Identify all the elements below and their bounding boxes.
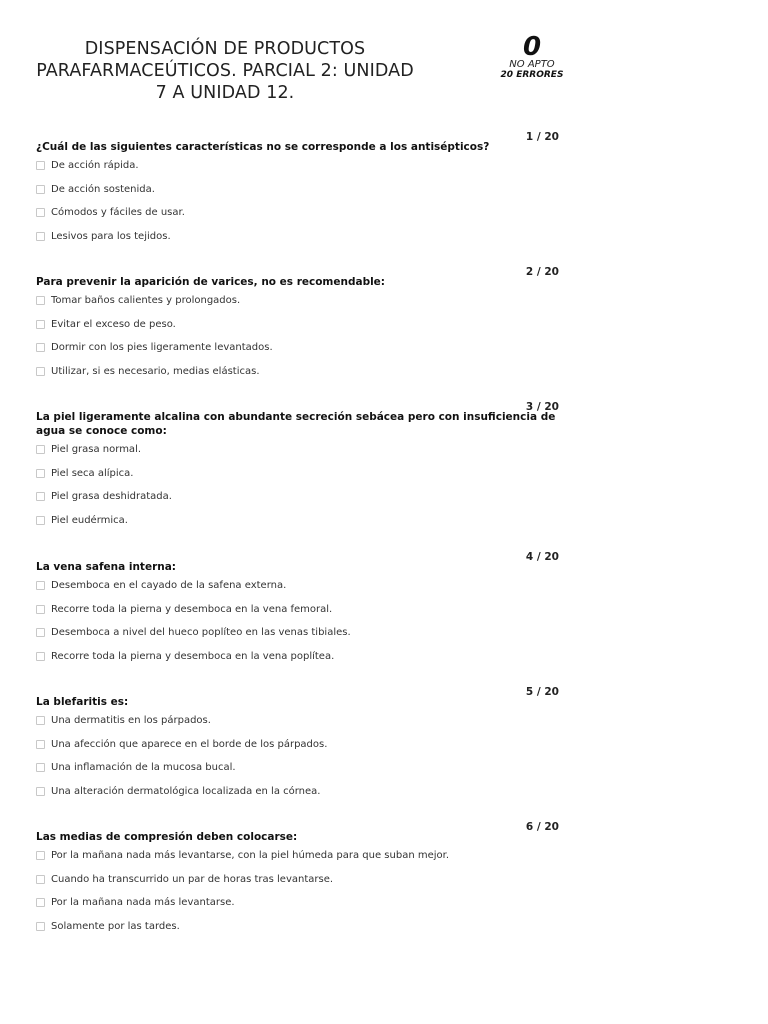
exam-title: DISPENSACIÓN DE PRODUCTOS PARAFARMACEÚTICOS. PARCIAL 2: UNIDAD 7 A UNIDAD 12. [36, 39, 414, 103]
question-6 [36, 821, 576, 938]
checkbox-icon[interactable] [36, 581, 45, 590]
answer-option[interactable] [36, 201, 576, 225]
checkbox-icon[interactable] [36, 605, 45, 614]
checkbox-icon[interactable] [36, 716, 45, 725]
option-label: Por la mañana nada más levantarse, con la piel húmeda para que suban mejor. [51, 850, 450, 862]
checkbox-icon[interactable] [36, 875, 45, 884]
answer-option[interactable] [36, 154, 576, 178]
question-number: 2 / 20 [525, 266, 559, 278]
answer-option[interactable] [36, 336, 576, 360]
option-label: Piel seca alípica. [51, 467, 134, 479]
option-label: Desemboca a nivel del hueco poplíteo en las venas tibiales. [51, 627, 351, 639]
option-label: Cuando ha transcurrido un par de horas tras levantarse. [51, 873, 334, 885]
option-label: Utilizar, si es necesario, medias elásticas. [51, 365, 260, 377]
answer-option[interactable] [36, 844, 576, 868]
answer-option[interactable] [36, 621, 576, 645]
option-label: De acción rápida. [51, 160, 139, 172]
checkbox-icon[interactable] [36, 161, 45, 170]
answer-option[interactable] [36, 780, 576, 804]
checkbox-icon[interactable] [36, 652, 45, 661]
option-label: Recorre toda la pierna y desemboca en la vena femoral. [51, 603, 333, 615]
answer-option[interactable] [36, 289, 576, 313]
question-number: 4 / 20 [525, 551, 559, 563]
option-label: Desemboca en el cayado de la safena externa. [51, 580, 287, 592]
question-1 [36, 131, 576, 248]
option-label: Una inflamación de la mucosa bucal. [51, 762, 236, 774]
answer-option[interactable] [36, 462, 576, 486]
option-label: Una alteración dermatológica localizada en la córnea. [51, 785, 321, 797]
option-label: Piel eudérmica. [51, 514, 128, 526]
answer-option[interactable] [36, 868, 576, 892]
checkbox-icon[interactable] [36, 343, 45, 352]
question-text: ¿Cuál de las siguientes características no se corresponde a los antisépticos? [36, 141, 490, 153]
question-text: La vena safena interna: [36, 561, 177, 573]
checkbox-icon[interactable] [36, 367, 45, 376]
option-label: Una dermatitis en los párpados. [51, 715, 211, 727]
option-label: Lesivos para los tejidos. [51, 230, 171, 242]
answer-option[interactable] [36, 915, 576, 939]
question-5 [36, 686, 576, 803]
answer-option[interactable] [36, 509, 576, 533]
answer-option[interactable] [36, 709, 576, 733]
question-4 [36, 551, 576, 668]
answer-option[interactable] [36, 225, 576, 249]
score-value: 0 [522, 32, 542, 62]
options-list [36, 289, 576, 383]
answer-option[interactable] [36, 733, 576, 757]
answer-option[interactable] [36, 598, 576, 622]
checkbox-icon[interactable] [36, 469, 45, 478]
question-text: La blefaritis es: [36, 696, 129, 708]
options-list [36, 438, 576, 532]
question-2 [36, 266, 576, 383]
checkbox-icon[interactable] [36, 922, 45, 931]
question-number: 3 / 20 [525, 401, 559, 413]
option-label: Piel grasa deshidratada. [51, 491, 172, 503]
checkbox-icon[interactable] [36, 296, 45, 305]
option-label: Piel grasa normal. [51, 444, 142, 456]
options-list [36, 709, 576, 803]
checkbox-icon[interactable] [36, 740, 45, 749]
option-label: Dormir con los pies ligeramente levantados. [51, 342, 273, 354]
checkbox-icon[interactable] [36, 628, 45, 637]
option-label: Recorre toda la pierna y desemboca en la vena poplítea. [51, 650, 335, 662]
answer-option[interactable] [36, 891, 576, 915]
score-panel [496, 32, 568, 80]
options-list [36, 154, 576, 248]
result-status: NO APTO [509, 59, 555, 70]
checkbox-icon[interactable] [36, 787, 45, 796]
checkbox-icon[interactable] [36, 898, 45, 907]
checkbox-icon[interactable] [36, 445, 45, 454]
option-label: De acción sostenida. [51, 183, 155, 195]
checkbox-icon[interactable] [36, 232, 45, 241]
answer-option[interactable] [36, 360, 576, 384]
checkbox-icon[interactable] [36, 763, 45, 772]
option-label: Evitar el exceso de peso. [51, 318, 176, 330]
error-count: 20 ERRORES [500, 70, 564, 80]
answer-option[interactable] [36, 438, 576, 462]
answer-option[interactable] [36, 485, 576, 509]
question-number: 6 / 20 [525, 821, 559, 833]
question-number: 1 / 20 [525, 131, 559, 143]
answer-option[interactable] [36, 756, 576, 780]
question-3 [36, 401, 576, 532]
checkbox-icon[interactable] [36, 185, 45, 194]
checkbox-icon[interactable] [36, 208, 45, 217]
option-label: Tomar baños calientes y prolongados. [51, 295, 241, 307]
answer-option[interactable] [36, 313, 576, 337]
question-text: La piel ligeramente alcalina con abundante secreción sebácea pero con insuficiencia de agua se conoce como: [36, 411, 556, 437]
question-text: Para prevenir la aparición de varices, no es recomendable: [36, 276, 386, 288]
option-label: Solamente por las tardes. [51, 920, 180, 932]
checkbox-icon[interactable] [36, 851, 45, 860]
answer-option[interactable] [36, 178, 576, 202]
options-list [36, 844, 576, 938]
question-number: 5 / 20 [525, 686, 559, 698]
options-list [36, 574, 576, 668]
option-label: Una afección que aparece en el borde de los párpados. [51, 738, 328, 750]
question-text: Las medias de compresión deben colocarse: [36, 831, 298, 843]
option-label: Cómodos y fáciles de usar. [51, 207, 185, 219]
checkbox-icon[interactable] [36, 516, 45, 525]
checkbox-icon[interactable] [36, 320, 45, 329]
checkbox-icon[interactable] [36, 492, 45, 501]
answer-option[interactable] [36, 645, 576, 669]
option-label: Por la mañana nada más levantarse. [51, 897, 235, 909]
answer-option[interactable] [36, 574, 576, 598]
